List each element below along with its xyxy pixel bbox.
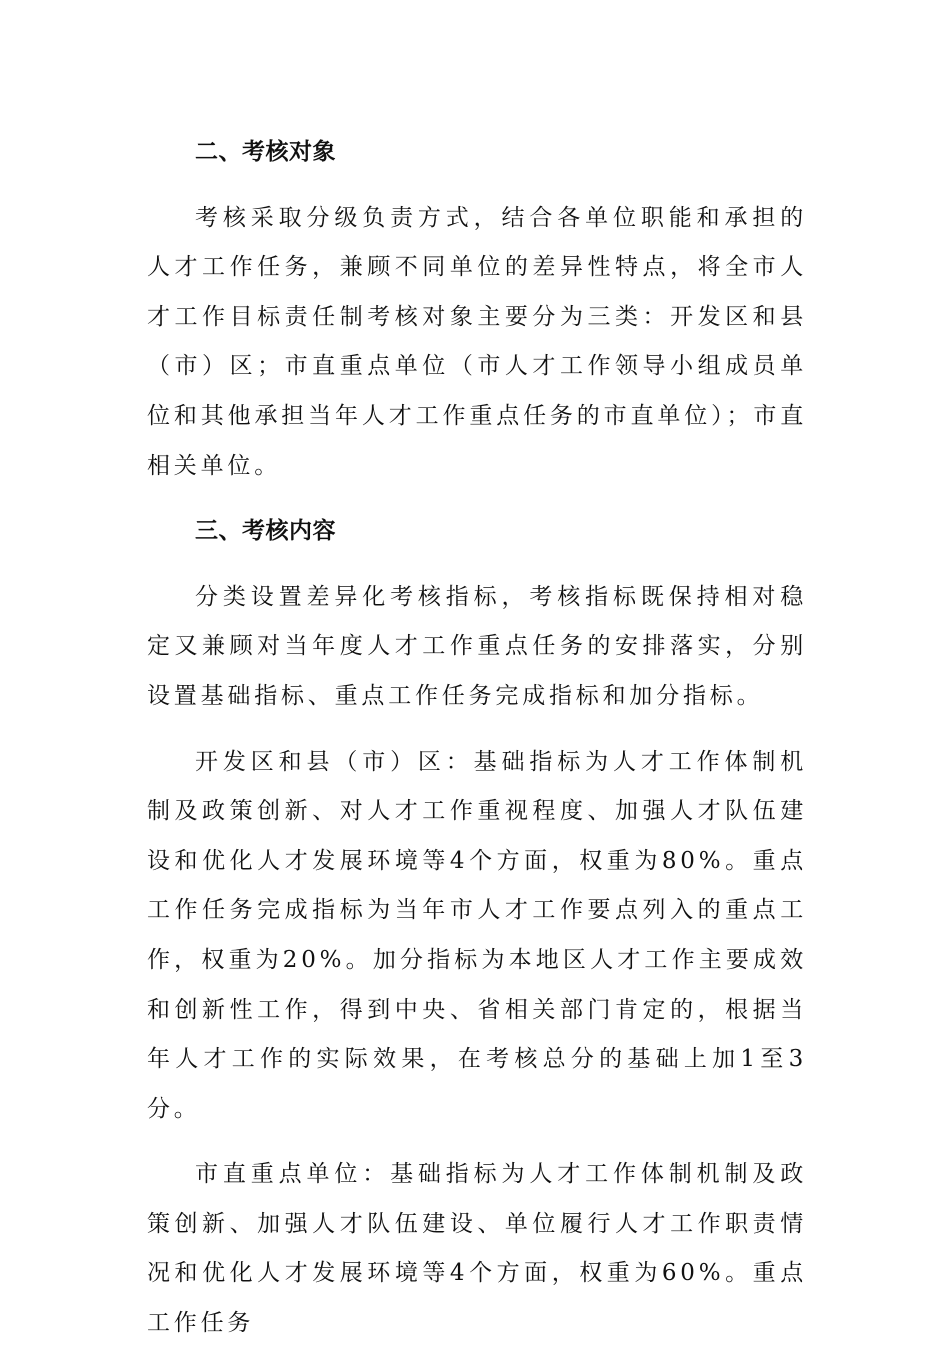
- spacer: [147, 491, 807, 507]
- spacer: [147, 557, 807, 573]
- section-heading-assessment-targets: 二、考核对象: [195, 139, 336, 165]
- paragraph-development-zones: 开发区和县（市）区：基础指标为人才工作体制机制及政策创新、对人才工作重视程度、加强人才队伍建设和优化人才发展环境等4个方面，权重为80%。重点工作任务完成指标为当年市人才工作要点列入的重点工作，权重为20%。加分指标为本地区人才工作主要成效和创新性工作，得到中央、省相关部门肯定的，根据当年人才工作的实际效果，在考核总分的基础上加1至3分。: [147, 748, 807, 1122]
- paragraph-indicator-categories: 分类设置差异化考核指标，考核指标既保持相对稳定又兼顾对当年度人才工作重点任务的安排落实，分别设置基础指标、重点工作任务完成指标和加分指标。: [147, 583, 807, 709]
- paragraph-key-municipal-units: 市直重点单位：基础指标为人才工作体制机制及政策创新、加强人才队伍建设、单位履行人才工作职责情况和优化人才发展环境等4个方面，权重为60%。重点工作任务: [147, 1161, 807, 1337]
- document-body: [147, 128, 807, 1349]
- paragraph-assessment-targets: 考核采取分级负责方式，结合各单位职能和承担的人才工作任务，兼顾不同单位的差异性特点，将全市人才工作目标责任制考核对象主要分为三类：开发区和县（市）区；市直重点单位（市人才工作领导小组成员单位和其他承担当年人才工作重点任务的市直单位）；市直相关单位。: [147, 204, 807, 479]
- spacer: [147, 722, 807, 738]
- spacer: [147, 178, 807, 194]
- spacer: [147, 1134, 807, 1150]
- section-heading-assessment-content: 三、考核内容: [195, 518, 336, 545]
